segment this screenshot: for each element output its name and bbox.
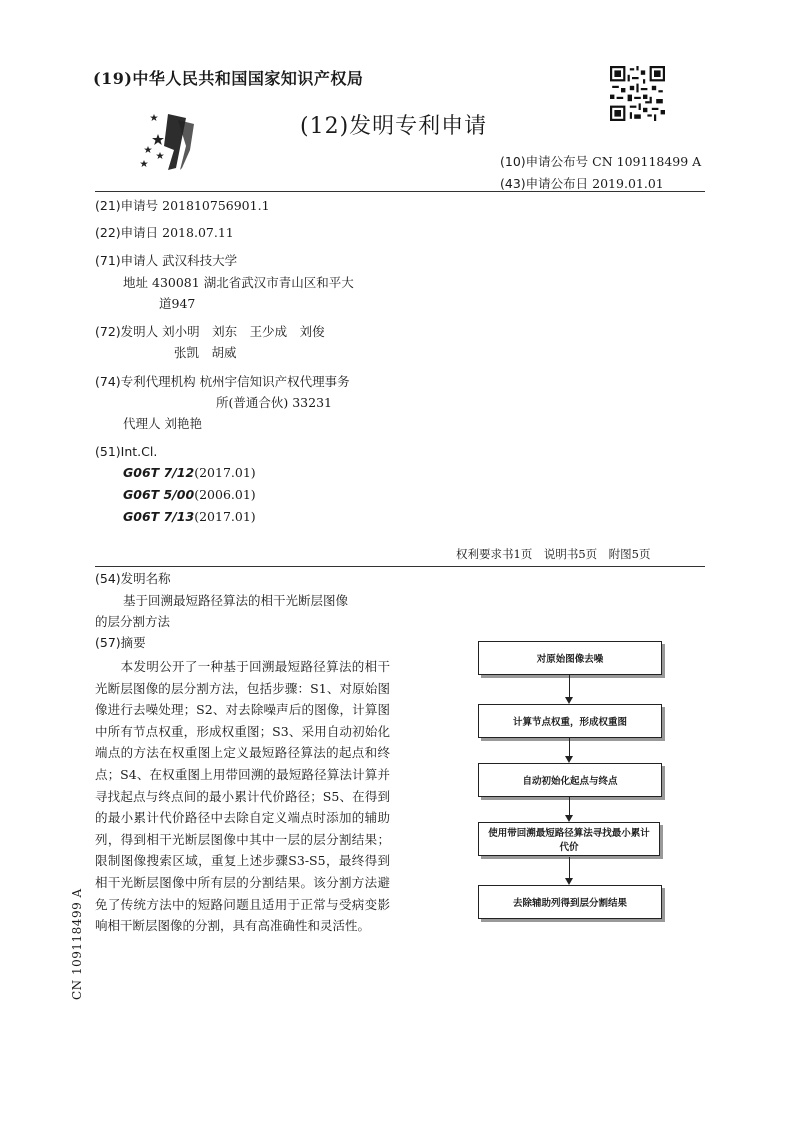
application-date-row — [95, 222, 234, 244]
inventors-line-2: 张凯 胡威 — [174, 345, 237, 360]
side-publication-number: CN 109118499 A — [70, 888, 84, 1000]
publication-number-label: (10)申请公布号 — [500, 154, 589, 169]
flowchart-arrowhead — [565, 756, 573, 763]
agent-label: 代理人 — [123, 416, 161, 431]
invention-title-line-2: 的层分割方法 — [95, 614, 171, 629]
biblio-divider — [95, 566, 705, 567]
issuing-office: (19)中华人民共和国国家知识产权局 — [93, 69, 364, 88]
ipc-code: G06T 7/12 — [123, 465, 195, 480]
flowchart-step: 计算节点权重，形成权重图 — [478, 704, 662, 738]
address-row — [123, 272, 354, 294]
ipc-version: (2017.01) — [194, 465, 256, 480]
flowchart-arrow — [569, 737, 570, 757]
int-cl-label: (51)Int.Cl. — [95, 444, 158, 459]
flowchart-step: 去除辅助列得到层分割结果 — [478, 885, 662, 919]
abstract-text: 本发明公开了一种基于回溯最短路径算法的相干光断层图像的层分割方法，包括步骤：S1、对原始图像进行去噪处理；S2、对去除噪声后的图像，计算图中所有节点权重，形成权重图；S3、采用自动初始化端点的方法在权重图上定义最短路径算法的起点和终点；S4、在权重图上用带回溯的最短路径算法计算并寻找起点与终点间的最小累计代价路径；S5、在得到的最小累计代价路径中去除自定义端点时添加的辅助列，得到相干光断层图像中其中一层的层分割结果；限制图像搜索区域，重复上述步骤S3-S5，最终得到相干光断层图像中所有层的分割结果。该分割方法避免了传统方法中的短路问题且适用于正常与受病变影响相干断层图像的分割，具有高准确性和灵活性。 — [95, 659, 390, 934]
application-date-label: (22)申请日 — [95, 225, 159, 240]
publication-number-row — [500, 152, 701, 170]
flowchart-step: 自动初始化起点与终点 — [478, 763, 662, 797]
application-date: 2018.07.11 — [162, 225, 234, 240]
agency-line-2: 所(普通合伙) 33231 — [216, 395, 332, 410]
inventors-line-1: 刘小明 刘东 王少成 刘俊 — [162, 324, 325, 339]
flowchart-arrowhead — [565, 878, 573, 885]
flowchart-arrowhead — [565, 697, 573, 704]
address-line-2: 道947 — [159, 296, 196, 311]
application-number-row — [95, 195, 270, 217]
ipc-code: G06T 7/13 — [123, 509, 195, 524]
inventors-label: (72)发明人 — [95, 324, 159, 339]
ipc-code: G06T 5/00 — [123, 487, 195, 502]
application-number-label: (21)申请号 — [95, 198, 159, 213]
agency-row — [95, 371, 350, 393]
abstract-label: (57)摘要 — [95, 635, 146, 650]
application-number: 201810756901.1 — [162, 198, 270, 213]
title-label: (54)发明名称 — [95, 571, 171, 586]
publication-number: CN 109118499 A — [592, 154, 702, 169]
ipc-version: (2017.01) — [194, 509, 256, 524]
ipc-row — [123, 462, 256, 484]
address-line-1: 430081 湖北省武汉市青山区和平大 — [152, 275, 354, 290]
flowchart-arrowhead — [565, 815, 573, 822]
agent-row — [123, 413, 202, 435]
header-divider — [95, 191, 705, 192]
ipc-row — [123, 506, 256, 528]
agency-line-1: 杭州宇信知识产权代理事务 — [199, 374, 350, 389]
applicant-row — [95, 250, 237, 272]
page-count: 权利要求书1页 说明书5页 附图5页 — [456, 547, 651, 561]
publication-date: 2019.01.01 — [592, 176, 664, 191]
publication-date-label: (43)申请公布日 — [500, 176, 589, 191]
inventors-row — [95, 321, 325, 343]
flowchart-step: 使用带回溯最短路径算法寻找最小累计代价 — [478, 822, 660, 856]
ipc-version: (2006.01) — [194, 487, 256, 502]
flowchart-arrow — [569, 857, 570, 879]
applicant-label: (71)申请人 — [95, 253, 159, 268]
flowchart-step: 对原始图像去噪 — [478, 641, 662, 675]
agent: 刘艳艳 — [164, 416, 203, 431]
address-label: 地址 — [123, 275, 149, 290]
document-type: (12)发明专利申请 — [300, 114, 488, 139]
flowchart-arrow — [569, 796, 570, 816]
ipc-row — [123, 484, 256, 506]
cnipa-logo — [138, 110, 208, 174]
publication-date-row — [500, 174, 664, 192]
agency-label: (74)专利代理机构 — [95, 374, 196, 389]
invention-title-line-1: 基于回溯最短路径算法的相干光断层图像 — [123, 593, 349, 608]
flowchart-arrow — [569, 674, 570, 698]
applicant: 武汉科技大学 — [162, 253, 238, 268]
qr-code — [610, 66, 665, 121]
